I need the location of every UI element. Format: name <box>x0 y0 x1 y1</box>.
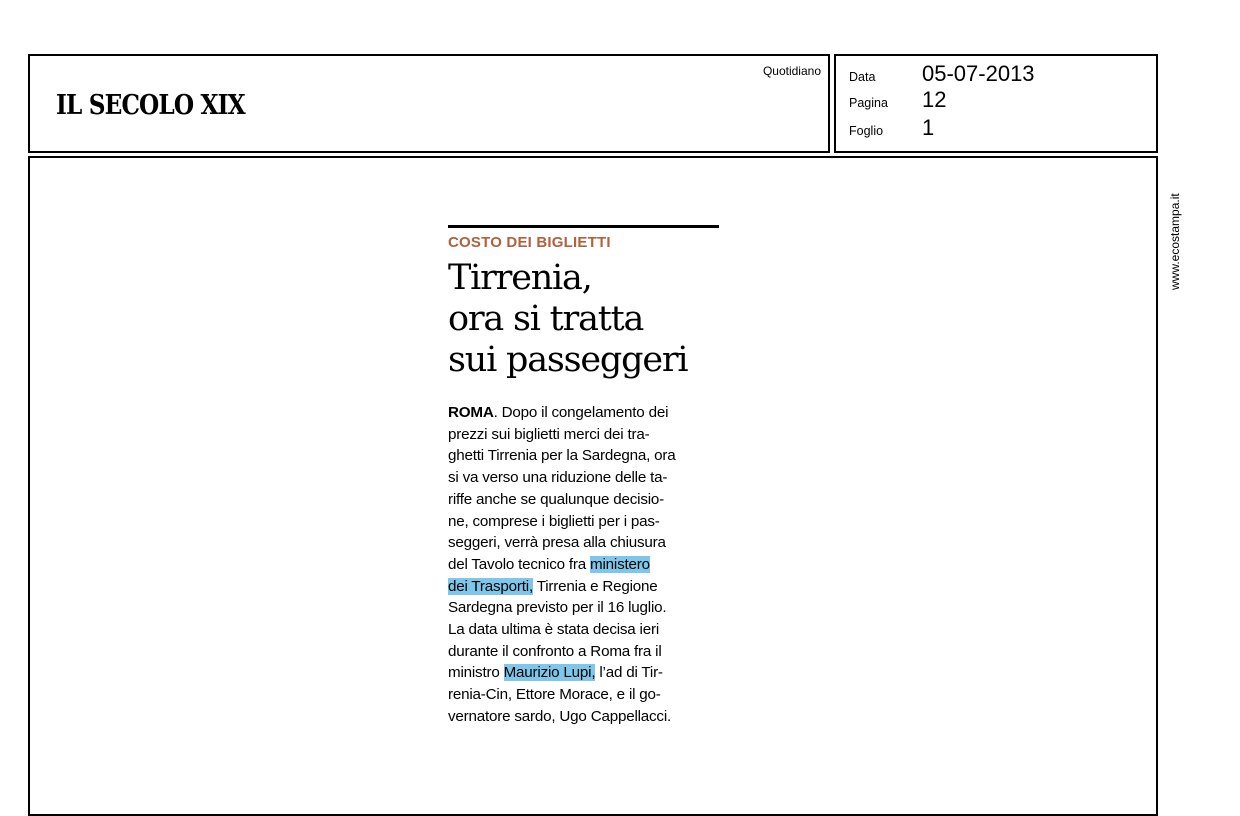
meta-row-sheet <box>849 115 934 141</box>
headline-line: ora si tratta <box>448 299 644 339</box>
article-dateline: ROMA <box>448 404 494 421</box>
article-text: si va verso una riduzione delle ta- <box>448 469 668 487</box>
article-headline <box>448 258 738 381</box>
article-line <box>448 662 723 684</box>
meta-label: Foglio <box>849 124 884 138</box>
article-line <box>448 424 723 446</box>
article-line <box>448 554 723 576</box>
meta-value: 1 <box>922 115 935 140</box>
article-line <box>448 684 723 706</box>
article-line <box>448 619 723 641</box>
highlighted-term: dei Trasporti, <box>448 577 533 595</box>
article-text: La data ultima è stata decisa ieri <box>448 621 660 639</box>
article-line <box>448 641 723 663</box>
article-text: ghetti Tirrenia per la Sardegna, ora <box>448 447 676 465</box>
meta-row-page <box>849 87 946 113</box>
article-line <box>448 532 723 554</box>
headline-line: Tirrenia, <box>448 258 592 298</box>
metadata-box <box>834 54 1158 153</box>
highlighted-term: ministero <box>590 555 650 573</box>
highlighted-term: Maurizio Lupi, <box>503 664 596 682</box>
side-url-text: www.ecostampa.it <box>1168 193 1182 290</box>
article-line <box>448 597 723 619</box>
newspaper-logo: IL SECOLO XIX <box>56 90 245 121</box>
meta-value: 05-07-2013 <box>922 61 1035 86</box>
article-text: . Dopo il congelamento dei <box>493 404 669 421</box>
meta-value: 12 <box>922 87 947 112</box>
article-line <box>448 511 723 533</box>
article-line <box>448 445 723 467</box>
article-text: ne, comprese i biglietti per i pas- <box>448 512 660 530</box>
article-line <box>448 489 723 511</box>
article-text: del Tavolo tecnico fra <box>448 555 591 573</box>
article-text: seggeri, verrà presa alla chiusura <box>448 534 666 552</box>
article-text: renia-Cin, Ettore Morace, e il go- <box>448 686 661 704</box>
article-line <box>448 467 723 489</box>
article-text: prezzi sui biglietti merci dei tra- <box>448 425 650 443</box>
headline-line: sui passeggeri <box>448 340 688 380</box>
frequency-label: Quotidiano <box>762 64 821 78</box>
article-line <box>448 576 723 598</box>
article-text: vernatore sardo, Ugo Cappellacci. <box>448 707 672 725</box>
article-body <box>448 402 723 728</box>
masthead-box <box>28 54 830 153</box>
article-text: riffe anche se qualunque decisio- <box>448 490 665 508</box>
article-text: durante il confronto a Roma fra il <box>448 642 662 660</box>
article-text: l’ad di Tir- <box>595 664 663 682</box>
article-text: Sardegna previsto per il 16 luglio. <box>448 599 667 617</box>
article-text: ministro <box>448 664 504 682</box>
meta-label: Data <box>849 70 876 84</box>
article-line <box>448 402 723 424</box>
kicker-rule <box>448 225 719 228</box>
article-line <box>448 706 723 728</box>
meta-label: Pagina <box>849 96 888 110</box>
article-kicker: COSTO DEI BIGLIETTI <box>448 234 611 251</box>
article-text: Tirrenia e Regione <box>533 577 658 595</box>
meta-row-date <box>849 61 1035 87</box>
